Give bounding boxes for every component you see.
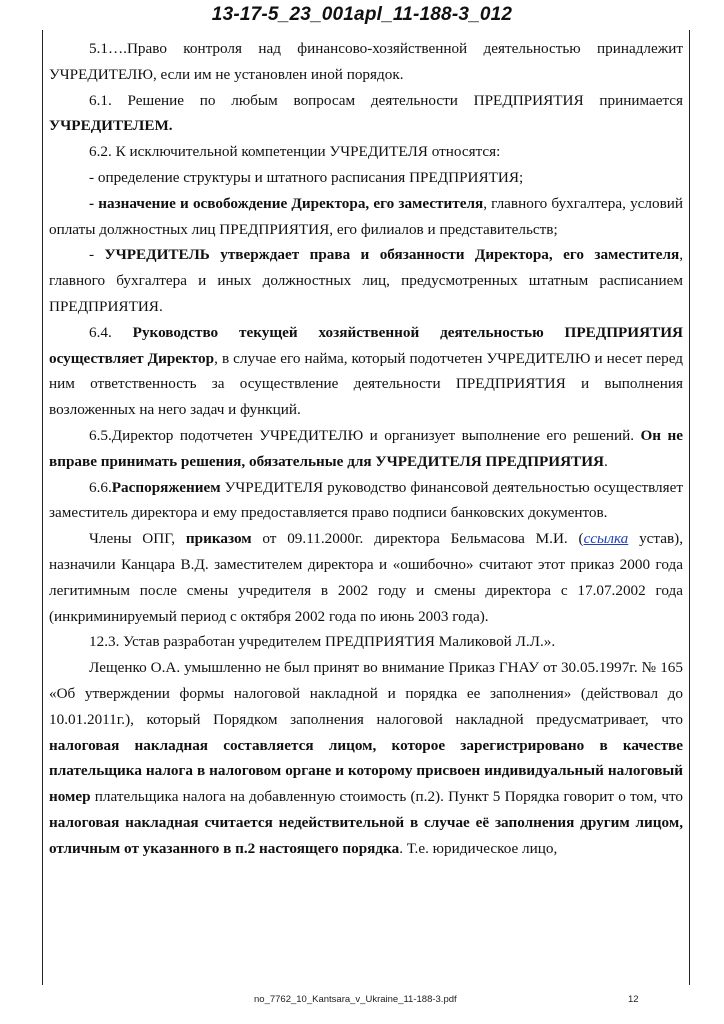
paragraph (49, 88, 683, 140)
reference-link[interactable]: ссылка (583, 530, 629, 548)
bold-text: Он не вправе принимать решения, обязательные для УЧРЕДИТЕЛЯ ПРЕДПРИЯТИЯ (49, 426, 683, 470)
paragraph (49, 36, 683, 88)
text-run: плательщика налога на добавленную стоимость (п.2). Пункт 5 Порядка говорит о том, что (90, 788, 683, 806)
paragraph (49, 526, 683, 629)
paragraph (49, 191, 683, 243)
document-body (49, 36, 683, 862)
bold-text: приказом (185, 530, 252, 548)
text-run: Лещенко О.А. умышленно не был принят во внимание Приказ ГНАУ от 30.05.1997г. № 165 «Об утверждении формы налоговой накладной и порядка ее заполнения» (действовал до 10.01.2011г.), который Порядком заполнения налоговой накладной предусматривает, что (49, 659, 683, 728)
paragraph (49, 165, 683, 191)
text-run: , главного бухгалтера, условий оплаты должностных лиц ПРЕДПРИЯТИЯ, его филиалов и представительств; (49, 194, 683, 238)
text-run: 5.1….Право контроля над финансово-хозяйственной деятельностью принадлежит УЧРЕДИТЕЛЮ, если им не установлен иной порядок. (49, 40, 683, 83)
text-run: 6.1. Решение по любым вопросам деятельности ПРЕДПРИЯТИЯ принимается (89, 91, 683, 109)
bold-text: Руководство текущей хозяйственной деятельностью ПРЕДПРИЯТИЯ осуществляет Директор (49, 323, 684, 367)
text-run: устав), назначили Канцара В.Д. заместителем директора и «ошибочно» считают этот приказ 2000 года легитимным после смены учредителя в 2002 году и смены директора с 17.07.2002 года (инкриминируемый период с октября 2002 года по июнь 2003 года). (49, 530, 683, 625)
document-header-title: 13-17-5_23_001apl_11-188-3_012 (211, 4, 513, 25)
paragraph (49, 242, 683, 319)
bold-text: УЧРЕДИТЕЛЕМ. (49, 117, 173, 135)
footer-filename: no_7762_10_Kantsara_v_Ukraine_11-188-3.pdf (254, 994, 457, 1005)
text-run: 6.5.Директор подотчетен УЧРЕДИТЕЛЮ и организует выполнение его решений. (89, 426, 641, 444)
paragraph (49, 629, 683, 655)
paragraph (49, 139, 683, 165)
paragraph (49, 320, 683, 423)
bold-text: налоговая накладная считается недействительной в случае её заполнения другим лицом, отличным от указанного в п.2 настоящего порядка (49, 813, 683, 857)
text-run: 12.3. Устав разработан учредителем ПРЕДПРИЯТИЯ Маликовой Л.Л.». (89, 633, 556, 651)
text-run: УЧРЕДИТЕЛЯ руководство финансовой деятельностью осуществляет заместитель директора и ему предоставляется право подписи банковских документов. (49, 478, 683, 522)
paragraph (49, 655, 683, 861)
paragraph (49, 475, 683, 527)
text-run: - (89, 246, 105, 264)
text-run: . Т.е. юридическое лицо, (399, 839, 558, 857)
text-run: - определение структуры и штатного расписания ПРЕДПРИЯТИЯ; (89, 168, 524, 186)
bold-text: налоговая накладная составляется лицом, которое зарегистрировано в качестве плательщика налога в налоговом органе и которому присвоен индивидуальный налоговый номер (49, 736, 683, 806)
text-run: , в случае его найма, который подотчетен УЧРЕДИТЕЛЮ и несет перед ним ответственность за осуществление деятельности ПРЕДПРИЯТИЯ и выполнения возложенных на него задач и функций. (49, 349, 683, 419)
text-run: 6.4. (89, 323, 133, 341)
text-run: . (603, 452, 608, 470)
bold-text: Распоряжением (111, 478, 221, 496)
paragraph (49, 423, 683, 475)
text-run: 6.6. (89, 478, 112, 496)
footer-page-number: 12 (628, 994, 639, 1005)
text-run: от 09.11.2000г. директора Бельмасова М.И. ( (251, 530, 584, 548)
bold-text: УЧРЕДИТЕЛЬ утверждает права и обязанности Директора, его заместителя (104, 246, 680, 264)
bold-text: - назначение и освобождение Директора, его заместителя (89, 194, 484, 212)
text-run: Члены ОПГ, (89, 530, 186, 548)
text-run: 6.2. К исключительной компетенции УЧРЕДИТЕЛЯ относятся: (89, 143, 501, 161)
text-run: , главного бухгалтера и иных должностных лиц, предусмотренных штатным расписанием ПРЕДПРИЯТИЯ. (49, 246, 683, 315)
